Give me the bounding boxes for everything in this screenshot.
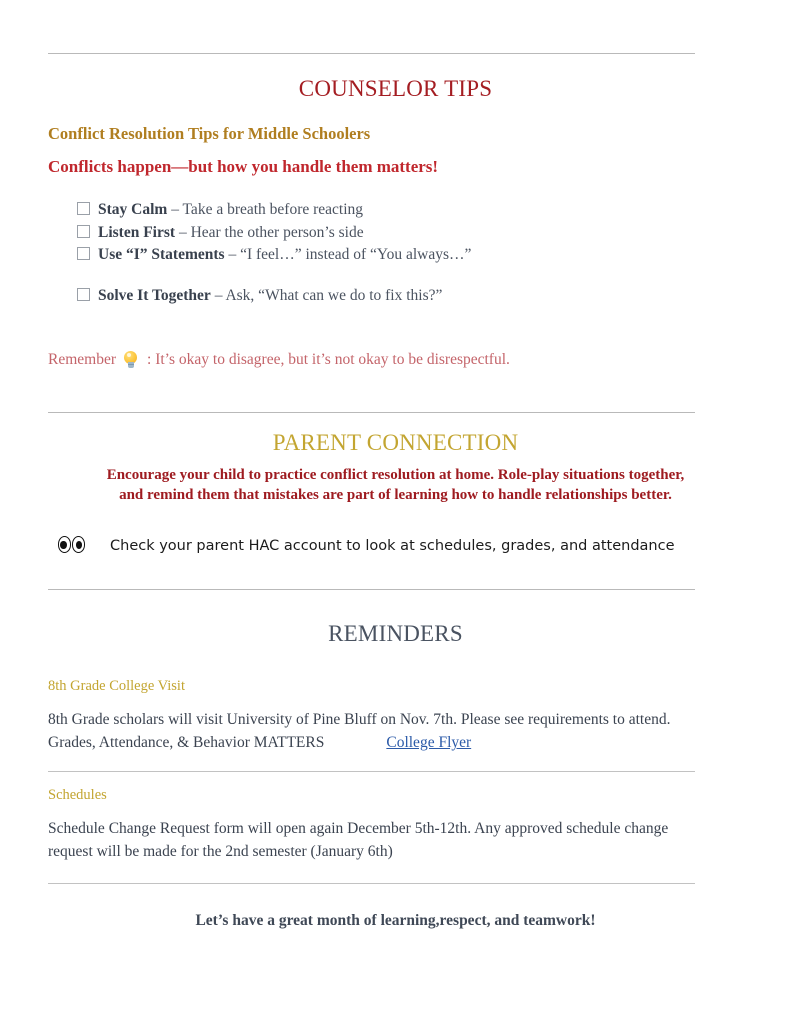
reminder-body-college-visit — [48, 709, 693, 755]
counselor-subheading: Conflict Resolution Tips for Middle Schoolers — [48, 123, 371, 143]
checklist-item-label: Stay Calm — [98, 200, 168, 218]
parent-connection-body-line-2: and remind them that mistakes are part of learning how to handle relationships better. — [119, 486, 672, 503]
reminder-body-text: 8th Grade scholars will visit University of Pine Bluff on Nov. 7th. Please see requirements to attend. Grades, Attendance, & Behavior MATTERS — [48, 711, 671, 752]
list-item — [48, 222, 743, 245]
checkbox-icon[interactable] — [77, 202, 90, 215]
closing-message: Let’s have a great month of learning,respect, and teamwork! — [195, 911, 596, 929]
checklist-item-detail: – Ask, “What can we do to fix this?” — [210, 287, 443, 305]
remember-prefix-text: Remember — [48, 351, 117, 369]
checkbox-icon[interactable] — [77, 247, 90, 260]
checklist-item-text — [98, 244, 743, 267]
checklist-item-label: Listen First — [98, 223, 176, 241]
checklist-item-label: Solve It Together — [98, 287, 211, 305]
counselor-tips-title: COUNSELOR TIPS — [298, 76, 493, 101]
parent-connection-title: PARENT CONNECTION — [272, 429, 519, 455]
reminder-heading-college-visit: 8th Grade College Visit — [48, 678, 185, 695]
checklist-item-text — [98, 222, 743, 245]
checklist-item-detail: – Take a breath before reacting — [167, 200, 364, 218]
checklist-item-text — [98, 199, 743, 222]
parent-connection-body — [68, 466, 723, 505]
reminder-body-schedules: Schedule Change Request form will open again December 5th-12th. Any approved schedule change request will be made for the 2nd semester (January 6th) — [48, 820, 669, 861]
checkbox-icon[interactable] — [77, 288, 90, 301]
college-flyer-link[interactable]: College Flyer — [386, 734, 472, 752]
parent-connection-body-line-1: Encourage your child to practice conflict resolution at home. Role-play situations together, — [106, 467, 685, 484]
list-item — [48, 244, 743, 267]
checklist-item-label: Use “I” Statements — [98, 246, 225, 264]
hac-account-row — [48, 536, 743, 556]
remember-suffix-text: : It’s okay to disagree, but it’s not okay to be disrespectful. — [147, 351, 510, 369]
lightbulb-icon — [123, 351, 138, 370]
checklist-item-text — [98, 285, 743, 308]
hac-account-text: Check your parent HAC account to look at schedules, grades, and attendance — [110, 538, 675, 555]
counselor-lead-text: Conflicts happen—but how you handle them matters! — [48, 156, 439, 176]
checkbox-icon[interactable] — [77, 225, 90, 238]
checklist-item-detail: – “I feel…” instead of “You always…” — [224, 246, 472, 264]
checklist-item-detail: – Hear the other person’s side — [175, 223, 364, 241]
eyes-icon — [58, 536, 88, 556]
reminder-heading-schedules: Schedules — [48, 786, 107, 803]
conflict-resolution-checklist — [48, 199, 743, 308]
list-item — [48, 199, 743, 222]
list-item — [48, 285, 743, 308]
remember-note — [48, 349, 743, 371]
reminders-title: REMINDERS — [328, 620, 463, 646]
